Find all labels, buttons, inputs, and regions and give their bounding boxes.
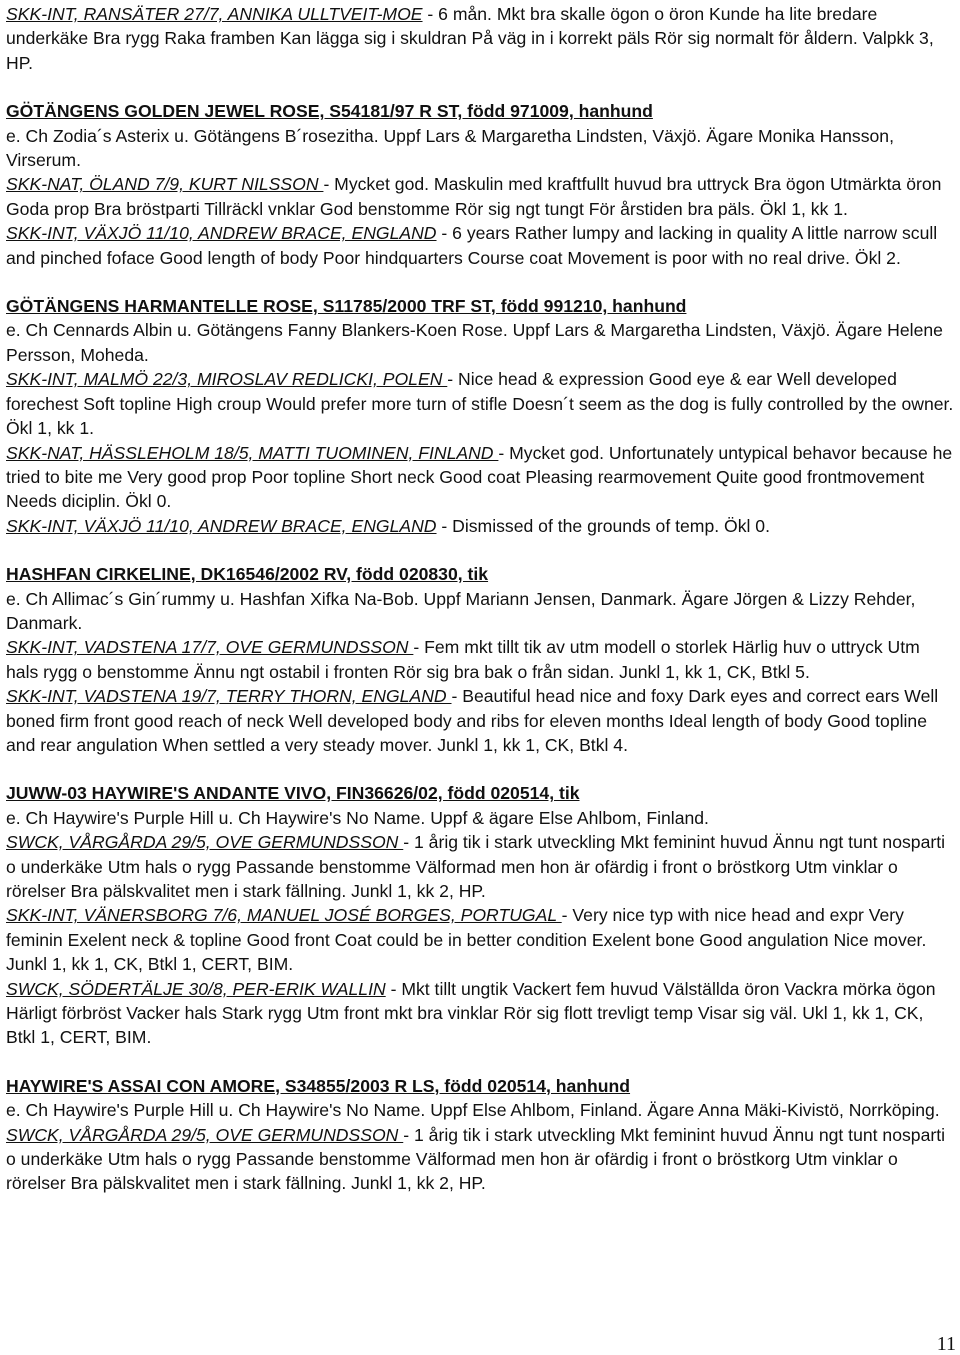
show-name: SWCK, VÅRGÅRDA 29/5, OVE GERMUNDSSON — [6, 1124, 404, 1145]
critique-text: - 1 årig tik i stark utveckling Mkt feminint huvud Ännu ngt tunt nosparti o underkäke Utm hals o rygg Passande benstomme Välformad men hon är ofärdig i front o bröstkorg Utm vinklar o rörelser Bra pälskvalitet men i stark fällning. Junkl 1, kk 2, HP. — [6, 1124, 946, 1194]
critique — [6, 1123, 954, 1196]
critique-text: - Beautiful head nice and foxy Dark eyes and correct ears Well boned firm front good reach of neck Well developed body and ribs for eleven months Ideal length of body Good topline and rear angulation When settled a very steady mover. Junkl 1, kk 1, CK, Btkl 4. — [6, 686, 939, 755]
show-name: SKK-NAT, ÖLAND 7/9, KURT NILSSON — [6, 174, 324, 195]
critique-text: - 6 mån. Mkt bra skalle ögon o öron Kunde ha lite bredare underkäke Bra rygg Raka framben Kan lägga sig i skuldran På väg in i korrekt päls Rör sig normalt för åldern. Valpkk 3, HP. — [6, 4, 934, 73]
critique — [6, 977, 954, 1050]
critique-text: - Dismissed of the grounds of temp. Ökl 0. — [436, 515, 770, 536]
dog-info: e. Ch Haywire's Purple Hill u. Ch Haywire's No Name. Uppf & ägare Else Ahlbom, Finland. — [6, 807, 709, 828]
dog-heading: GÖTÄNGENS HARMANTELLE ROSE, S11785/2000 TRF ST, född 991210, hanhund — [6, 296, 687, 317]
critique-text: - Mkt tillt ungtik Vackert fem huvud Välställda öron Vackra mörka ögon Härligt förbröst Vacker hals Stark rygg Utm front mkt bra vinklar Rör sig flott trevligt temp Visar sig väl. Ukl 1, kk 1, CK, Btkl 1, CERT, BIM. — [6, 978, 936, 1048]
critique-text: - Fem mkt tillt tik av utm modell o storlek Härlig huv o uttryck Utm hals rygg o benstomme Ännu ngt ostabil i fronten Rör sig bra bak o från sidan. Junkl 1, kk 1, CK, Btkl 5. — [6, 637, 920, 682]
dog-info: e. Ch Allimac´s Gin´rummy u. Hashfan Xifka Na-Bob. Uppf Mariann Jensen, Danmark. Ägare Jörgen & Lizzy Rehder, Danmark. — [6, 588, 916, 633]
dog-info: e. Ch Haywire's Purple Hill u. Ch Haywire's No Name. Uppf Else Ahlbom, Finland. Ägare Anna Mäki-Kivistö, Norrköping. — [6, 1100, 940, 1121]
critique-text: - Very nice typ with nice head and expr Very feminin Exelent neck & topline Good front Coat could be in better condition Exelent bone Good angulation Nice mover. Junkl 1, kk 1, CK, Btkl 1, CERT, BIM. — [6, 905, 927, 975]
critique-text: - Nice head & expression Good eye & ear Well developed forechest Soft topline High croup Would prefer more turn of stifle Doesn´t seem as the dog is fully controlled by the owner. Ökl 1, kk 1. — [6, 369, 954, 439]
show-name: SKK-NAT, HÄSSLEHOLM 18/5, MATTI TUOMINEN, FINLAND — [6, 442, 499, 463]
dog-heading: HAYWIRE'S ASSAI CON AMORE, S34855/2003 R LS, född 020514, hanhund — [6, 1075, 631, 1096]
dog-heading: HASHFAN CIRKELINE, DK16546/2002 RV, född 020830, tik — [6, 564, 489, 585]
show-name: SKK-INT, MALMÖ 22/3, MIROSLAV REDLICKI, POLEN — [6, 369, 448, 390]
show-name: SKK-INT, VADSTENA 17/7, OVE GERMUNDSSON — [6, 637, 414, 658]
show-name: SWCK, SÖDERTÄLJE 30/8, PER-ERIK WALLIN — [6, 978, 386, 999]
dog-heading: JUWW-03 HAYWIRE'S ANDANTE VIVO, FIN36626/02, född 020514, tik — [6, 783, 580, 804]
show-name: SWCK, VÅRGÅRDA 29/5, OVE GERMUNDSSON — [6, 832, 404, 853]
dog-info: e. Ch Cennards Albin u. Götängens Fanny Blankers-Koen Rose. Uppf Lars & Margaretha Lindsten, Växjö. Ägare Helene Persson, Moheda. — [6, 320, 943, 365]
critique — [6, 635, 954, 684]
critique-text: - Mycket god. Unfortunately untypical behavor because he tried to bite me Very good prop Poor topline Short neck Good coat Pleasing rearmovement Quite good frontmovement Needs diciplin. Ökl 0. — [6, 442, 953, 512]
document-page — [6, 2, 954, 1196]
critique — [6, 221, 954, 270]
show-name: SKK-INT, VÄXJÖ 11/10, ANDREW BRACE, ENGLAND — [6, 515, 437, 536]
show-name: SKK-INT, VÄNERSBORG 7/6, MANUEL JOSÉ BORGES, PORTUGAL — [6, 905, 562, 926]
show-name: SKK-INT, RANSÄTER 27/7, ANNIKA ULLTVEIT-MOE — [6, 4, 423, 24]
intro-critique — [6, 2, 954, 75]
critique — [6, 514, 954, 538]
critique-text: - 6 years Rather lumpy and lacking in quality A little narrow scull and pinched foface Good length of body Poor hindquarters Course coat Movement is poor with no real drive. Ökl 2. — [6, 223, 938, 268]
critique — [6, 172, 954, 221]
critique — [6, 367, 954, 440]
dog-info: e. Ch Zodia´s Asterix u. Götängens B´rosezitha. Uppf Lars & Margaretha Lindsten, Växjö. Ägare Monika Hansson, Virserum. — [6, 125, 894, 171]
show-name: SKK-INT, VÄXJÖ 11/10, ANDREW BRACE, ENGLAND — [6, 223, 437, 244]
critique-text: - Mycket god. Maskulin med kraftfullt huvud bra uttryck Bra ögon Utmärkta öron Goda prop Bra bröstparti Tillräckl vnklar God benstomme Rör sig ngt tungt För årstiden bra päls. Ökl 1, kk 1. — [6, 174, 942, 219]
dog-heading: GÖTÄNGENS GOLDEN JEWEL ROSE, S54181/97 R ST, född 971009, hanhund — [6, 101, 653, 122]
critique — [6, 684, 954, 757]
critique — [6, 903, 954, 976]
critique-text: - 1 årig tik i stark utveckling Mkt feminint huvud Ännu ngt tunt nosparti o underkäke Utm hals o rygg Passande benstomme Välformad men hon är ofärdig i front o bröstkorg Utm vinklar o rörelser Bra pälskvalitet men i stark fällning. Junkl 1, kk 2, HP. — [6, 832, 946, 901]
show-name: SKK-INT, VADSTENA 19/7, TERRY THORN, ENGLAND — [6, 686, 452, 707]
page-number: 11 — [936, 1333, 956, 1355]
critique — [6, 830, 954, 903]
critique — [6, 441, 954, 514]
